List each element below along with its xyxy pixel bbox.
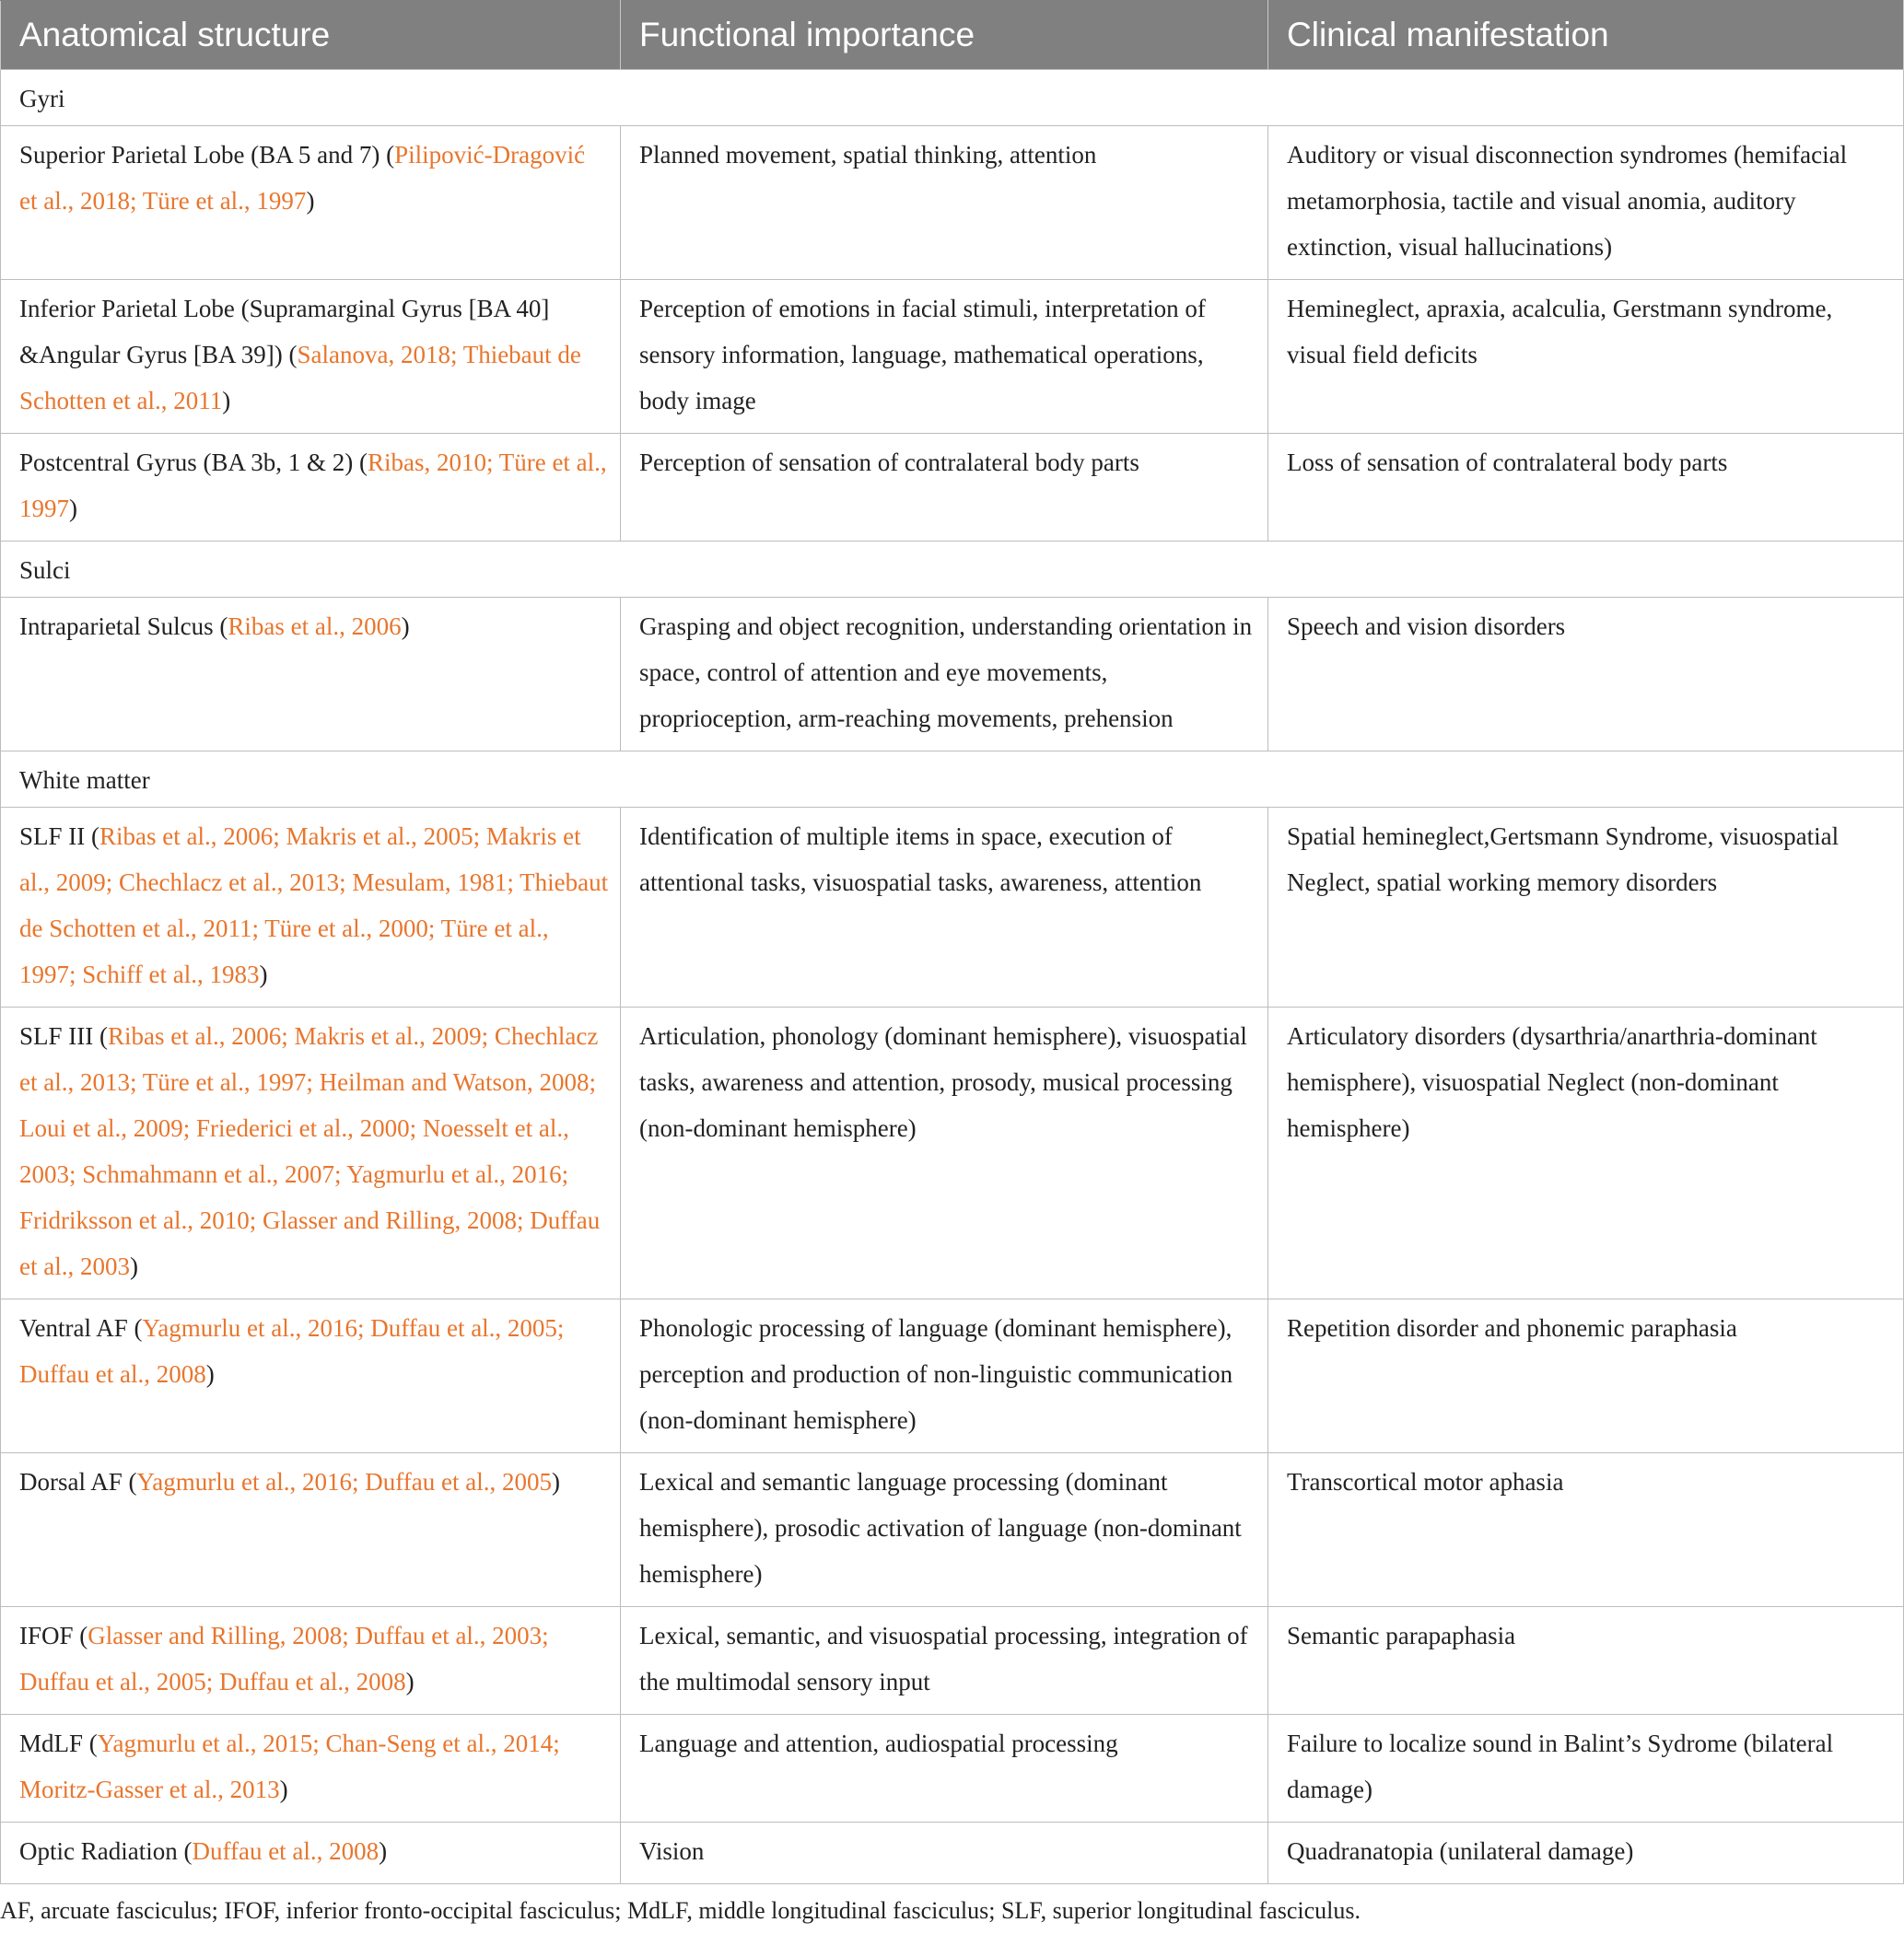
cell-functional-importance: Grasping and object recognition, understanding orientation in space, control of attention and eye movements, proprioception, arm-reaching movements, prehension: [621, 598, 1268, 751]
structure-name: Ventral AF (: [19, 1314, 143, 1342]
table-row: [1, 1715, 1904, 1823]
table-row: [1, 1607, 1904, 1715]
table-row: [1, 1299, 1904, 1453]
cell-anatomical-structure: [1, 808, 621, 1008]
cell-anatomical-structure: [1, 1607, 621, 1715]
section-row: [1, 542, 1904, 598]
cell-functional-importance: Perception of emotions in facial stimuli, interpretation of sensory information, language, mathematical operations, body image: [621, 280, 1268, 434]
cell-clinical-manifestation: Auditory or visual disconnection syndromes (hemifacial metamorphosia, tactile and visual anomia, auditory extinction, visual hallucinations): [1268, 126, 1904, 280]
cell-functional-importance: Perception of sensation of contralateral body parts: [621, 434, 1268, 542]
cell-clinical-manifestation: Articulatory disorders (dysarthria/anarthria-dominant hemisphere), visuospatial Neglect (non-dominant hemisphere): [1268, 1008, 1904, 1299]
section-title: Gyri: [1, 70, 1904, 126]
structure-name: SLF II (: [19, 822, 99, 850]
cell-clinical-manifestation: Semantic parapaphasia: [1268, 1607, 1904, 1715]
cell-clinical-manifestation: Loss of sensation of contralateral body parts: [1268, 434, 1904, 542]
cell-anatomical-structure: [1, 1715, 621, 1823]
cell-clinical-manifestation: Quadranatopia (unilateral damage): [1268, 1823, 1904, 1884]
citation-close: ): [129, 1252, 138, 1280]
table-footnote: AF, arcuate fasciculus; IFOF, inferior fronto-occipital fasciculus; MdLF, middle longitudinal fasciculus; SLF, superior longitudinal fasciculus.: [0, 1897, 1361, 1924]
header-clinical-manifestation: Clinical manifestation: [1268, 1, 1904, 70]
cell-functional-importance: Planned movement, spatial thinking, attention: [621, 126, 1268, 280]
citation-link[interactable]: Pilipović-Dragović et al., 2018; Türe et al., 1997: [19, 141, 586, 215]
citation-close: ): [551, 1468, 560, 1496]
citation-close: ): [306, 187, 315, 215]
section-title: Sulci: [1, 542, 1904, 598]
citation-close: ): [205, 1360, 215, 1388]
cell-clinical-manifestation: Repetition disorder and phonemic paraphasia: [1268, 1299, 1904, 1453]
citation-link[interactable]: Yagmurlu et al., 2016; Duffau et al., 2005; Duffau et al., 2008: [19, 1314, 565, 1388]
cell-anatomical-structure: [1, 598, 621, 751]
cell-functional-importance: Phonologic processing of language (dominant hemisphere), perception and production of non-linguistic communication (non-dominant hemisphere): [621, 1299, 1268, 1453]
header-functional-importance: Functional importance: [621, 1, 1268, 70]
table-header: [1, 1, 1904, 70]
cell-functional-importance: Lexical, semantic, and visuospatial processing, integration of the multimodal sensory input: [621, 1607, 1268, 1715]
table-row: [1, 434, 1904, 542]
cell-functional-importance: Identification of multiple items in space, execution of attentional tasks, visuospatial tasks, awareness, attention: [621, 808, 1268, 1008]
cell-anatomical-structure: [1, 1453, 621, 1607]
section-row: [1, 751, 1904, 808]
cell-anatomical-structure: [1, 1008, 621, 1299]
structure-name: Postcentral Gyrus (BA 3b, 1 & 2) (: [19, 449, 368, 476]
citation-close: ): [379, 1837, 388, 1865]
citation-link[interactable]: Salanova, 2018; Thiebaut de Schotten et al., 2011: [19, 341, 581, 414]
cell-anatomical-structure: [1, 126, 621, 280]
cell-clinical-manifestation: Failure to localize sound in Balint’s Sydrome (bilateral damage): [1268, 1715, 1904, 1823]
cell-clinical-manifestation: Speech and vision disorders: [1268, 598, 1904, 751]
citation-close: ): [69, 495, 77, 522]
cell-functional-importance: Articulation, phonology (dominant hemisphere), visuospatial tasks, awareness and attention, prosody, musical processing (non-dominant hemisphere): [621, 1008, 1268, 1299]
structure-name: Inferior Parietal Lobe (Supramarginal Gyrus [BA 40] &Angular Gyrus [BA 39]) (: [19, 295, 550, 368]
cell-anatomical-structure: [1, 1299, 621, 1453]
citation-link[interactable]: Ribas et al., 2006; Makris et al., 2009; Chechlacz et al., 2013; Türe et al., 1997; Heilman and Watson, 2008; Loui et al., 2009; Friederici et al., 2000; Noesselt et al., 2003; Schmahmann et al., 2007; Yagmurlu et al., 2016; Fridriksson et al., 2010; Glasser and Rilling, 2008; Duffau et al., 2003: [19, 1022, 601, 1280]
structure-name: SLF III (: [19, 1022, 108, 1050]
citation-close: ): [259, 961, 268, 988]
cell-clinical-manifestation: Spatial hemineglect,Gertsmann Syndrome, visuospatial Neglect, spatial working memory disorders: [1268, 808, 1904, 1008]
citation-link[interactable]: Yagmurlu et al., 2015; Chan-Seng et al., 2014; Moritz-Gasser et al., 2013: [19, 1730, 560, 1803]
header-anatomical-structure: Anatomical structure: [1, 1, 621, 70]
citation-link[interactable]: Glasser and Rilling, 2008; Duffau et al., 2003; Duffau et al., 2005; Duffau et al., 2008: [19, 1622, 549, 1695]
citation-link[interactable]: Duffau et al., 2008: [192, 1837, 380, 1865]
structure-name: Optic Radiation (: [19, 1837, 193, 1865]
structure-name: Intraparietal Sulcus (: [19, 612, 228, 640]
structure-name: Superior Parietal Lobe (BA 5 and 7) (: [19, 141, 395, 169]
table-row: [1, 126, 1904, 280]
citation-link[interactable]: Ribas et al., 2006; Makris et al., 2005; Makris et al., 2009; Chechlacz et al., 2013; Mesulam, 1981; Thiebaut de Schotten et al., 2011; Türe et al., 2000; Türe et al., 1997; Schiff et al., 1983: [19, 822, 609, 988]
section-row: [1, 70, 1904, 126]
structure-name: IFOF (: [19, 1622, 88, 1649]
cell-functional-importance: Lexical and semantic language processing (dominant hemisphere), prosodic activation of language (non-dominant hemisphere): [621, 1453, 1268, 1607]
table-body: [1, 70, 1904, 1884]
table-row: [1, 1453, 1904, 1607]
structure-name: MdLF (: [19, 1730, 98, 1757]
citation-link[interactable]: Ribas, 2010; Türe et al., 1997: [19, 449, 607, 522]
structure-name: Dorsal AF (: [19, 1468, 137, 1496]
cell-functional-importance: Language and attention, audiospatial processing: [621, 1715, 1268, 1823]
cell-anatomical-structure: [1, 1823, 621, 1884]
cell-anatomical-structure: [1, 280, 621, 434]
citation-close: ): [279, 1776, 288, 1803]
citation-link[interactable]: Ribas et al., 2006: [228, 612, 402, 640]
citation-close: ): [222, 387, 231, 414]
table-row: [1, 1823, 1904, 1884]
header-row: [1, 1, 1904, 70]
table-row: [1, 808, 1904, 1008]
cell-clinical-manifestation: Hemineglect, apraxia, acalculia, Gerstmann syndrome, visual field deficits: [1268, 280, 1904, 434]
cell-anatomical-structure: [1, 434, 621, 542]
cell-functional-importance: Vision: [621, 1823, 1268, 1884]
citation-link[interactable]: Yagmurlu et al., 2016; Duffau et al., 2005: [136, 1468, 552, 1496]
citation-close: ): [405, 1668, 415, 1695]
cell-clinical-manifestation: Transcortical motor aphasia: [1268, 1453, 1904, 1607]
table-row: [1, 1008, 1904, 1299]
table-row: [1, 280, 1904, 434]
table-row: [1, 598, 1904, 751]
citation-close: ): [401, 612, 410, 640]
section-title: White matter: [1, 751, 1904, 808]
